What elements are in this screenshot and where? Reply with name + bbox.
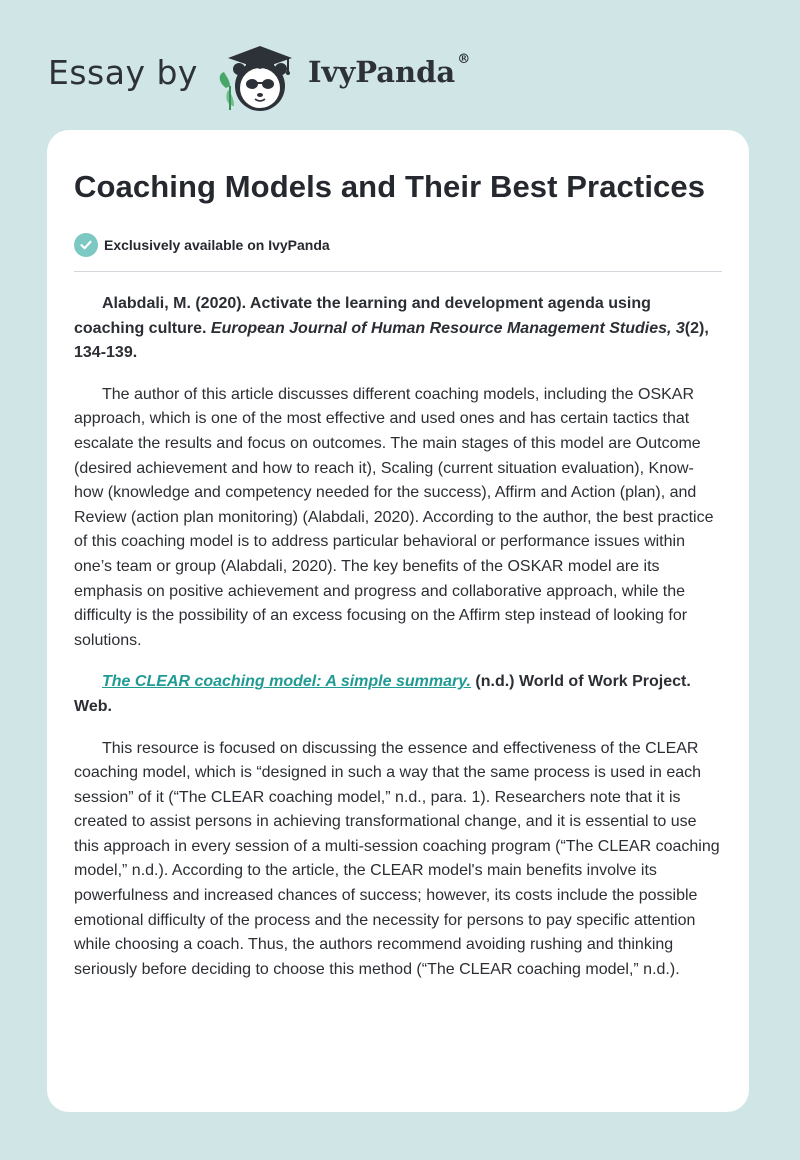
check-icon [74,233,98,257]
exclusive-label: Exclusively available on IvyPanda [104,237,330,253]
journal-title: European Journal of Human Resource Management Studies, 3 [210,319,685,337]
page-title: Coaching Models and Their Best Practices [74,169,706,204]
divider [74,271,722,272]
paragraph-oskar: The author of this article discusses different coaching models, including the OSKAR approach, which is one of the most effective and used ones and has certain tactics that escalate the results and focus on outcomes. The main stages of this model are Outcome (desired achievement and how to reach it), Scaling (current situation evaluation), Know-how (knowledge and competency needed for the success), Affirm and Action (plan), and Review (action plan monitoring) (Alabdali, 2020). According to the author, the best practice of this coaching model is to address particular behavioral or performance issues within one’s team or group (Alabdali, 2020). The key benefits of the OSKAR model are its emphasis on positive achievement and progress and collaborative approach, while the difficulty is the possibility of an excess focusing on the Affirm step instead of looking for solutions. [74,385,714,649]
registered-mark: ® [457,52,471,68]
ivypanda-logo-icon[interactable] [212,36,304,116]
essay-by-label: Essay by [48,52,198,92]
paragraph-clear: This resource is focused on discussing the essence and effectiveness of the CLEAR coaching model, which is “designed in such a way that the same process is used in each session” of it (“The CLEAR coaching model,” n.d., para. 1). Researchers note that it is created to assist persons in achieving transformational change, and it is essential to use this approach in every session of a multi-session coaching program (“The CLEAR coaching model,” n.d.). According to the article, the CLEAR model's main benefits involve its powerfulness and increased chances of success; however, its costs include the possible emotional difficulty of the process and the necessity for persons to pay specific attention while choosing a coach. Thus, the authors recommend avoiding rushing and thinking seriously before deciding to choose this method (“The CLEAR coaching model,” n.d.). [74,739,720,978]
site-header [48,36,470,116]
reference-alabdali: Alabdali, M. (2020). Activate the learning and development agenda using coaching culture. European Journal of Human Resource Management Studies, 3(2), 134-139. [74,295,709,362]
clear-model-link[interactable]: The CLEAR coaching model: A simple summary. [102,673,471,691]
essay-card [47,130,749,1112]
essay-body [74,292,722,982]
reference-clear: The CLEAR coaching model: A simple summary. (n.d.) World of Work Project. Web. [74,673,691,715]
brand-name[interactable]: IvyPanda ® [307,52,471,89]
exclusive-badge [74,232,722,258]
